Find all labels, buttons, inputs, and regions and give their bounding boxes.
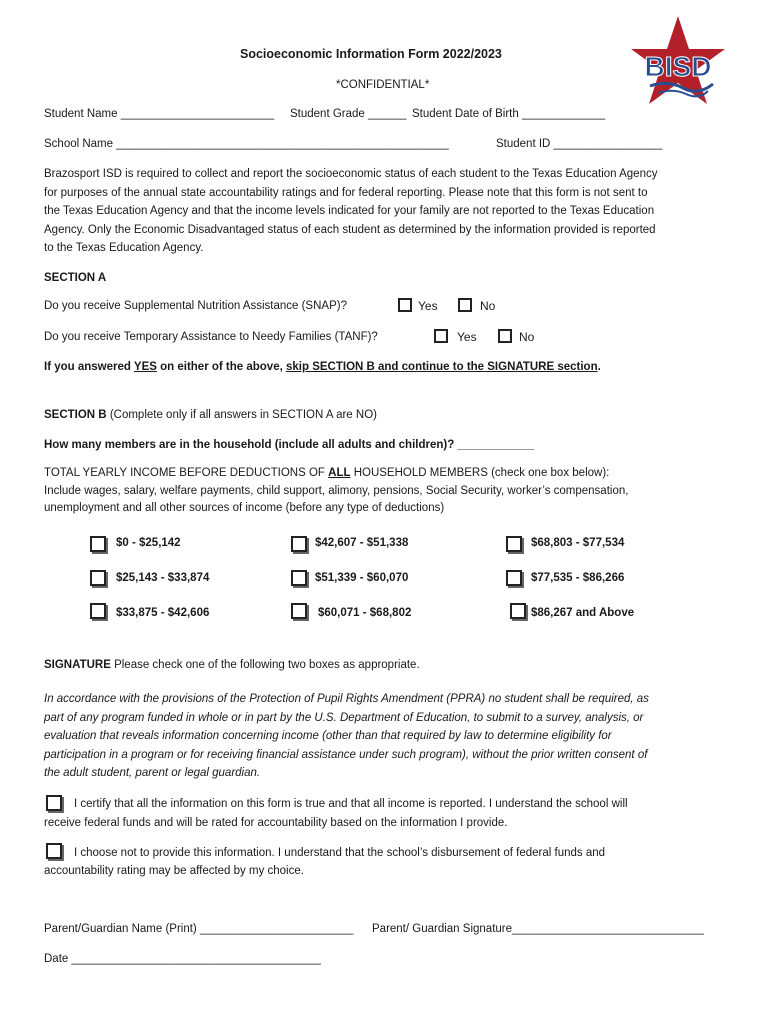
guardian-signature-field[interactable]: Parent/ Guardian Signature______________________________ — [372, 923, 704, 935]
certify-checkbox[interactable] — [46, 795, 62, 811]
income-checkbox[interactable] — [510, 603, 526, 619]
household-question[interactable]: How many members are in the household (include all adults and children)? ____________ — [44, 439, 535, 451]
student-dob-field[interactable]: Student Date of Birth _____________ — [412, 108, 606, 120]
intro-line: for purposes of the annual state accountability ratings and for federal reporting. Please note that this form is not sent to — [44, 186, 648, 199]
income-text: TOTAL YEARLY INCOME BEFORE DEDUCTIONS OF — [44, 467, 329, 479]
income-range-label: $42,607 - $51,338 — [315, 537, 409, 549]
income-range-label: $60,071 - $68,802 — [318, 607, 412, 619]
snap-question: Do you receive Supplemental Nutrition Assistance (SNAP)? — [44, 300, 347, 312]
instruction-yes: YES — [133, 361, 157, 373]
tanf-yes-label: Yes — [457, 330, 477, 344]
tanf-yes-checkbox[interactable] — [434, 329, 448, 343]
income-checkbox[interactable] — [291, 536, 307, 552]
section-a-heading: SECTION A — [44, 272, 107, 284]
instruction-skip: skip SECTION B and continue to the SIGNATURE section — [286, 361, 598, 373]
income-range-label: $68,803 - $77,534 — [531, 537, 625, 549]
income-checkbox[interactable] — [291, 570, 307, 586]
certify-statement: I certify that all the information on this form is true and that all income is reported. I understand the school will — [74, 798, 628, 810]
snap-yes-checkbox[interactable] — [398, 298, 412, 312]
income-range-label: $33,875 - $42,606 — [116, 607, 210, 619]
ppra-line: part of any program funded in whole or in part by the U.S. Department of Education, to submit to a survey, analysis, or — [44, 711, 644, 724]
ppra-line: evaluation that reveals information concerning income (other than that required by law to determine eligibility for — [44, 730, 612, 742]
student-name-field[interactable]: Student Name ________________________ — [44, 108, 275, 120]
income-all: ALL — [328, 467, 351, 479]
instruction-text: on either of the above, — [156, 361, 286, 373]
tanf-question: Do you receive Temporary Assistance to Needy Families (TANF)? — [44, 331, 378, 343]
certify-statement: receive federal funds and will be rated for accountability based on the information I provide. — [44, 817, 508, 829]
decline-statement: accountability rating may be affected by my choice. — [44, 865, 304, 877]
tanf-no-checkbox[interactable] — [498, 329, 512, 343]
student-id-field[interactable]: Student ID _________________ — [496, 138, 663, 150]
income-checkbox[interactable] — [90, 603, 106, 619]
school-name-field[interactable]: School Name ____________________________________________________ — [44, 138, 449, 150]
decline-checkbox[interactable] — [46, 843, 62, 859]
intro-line: Brazosport ISD is required to collect and report the socioeconomic status of each student to the Texas Education Agency — [44, 168, 658, 180]
ppra-line: participation in a program or for receiving financial assistance under such program), without the prior written consent of — [44, 748, 648, 761]
ppra-line: the adult student, parent or legal guardian. — [44, 767, 261, 779]
section-b-heading — [44, 409, 377, 421]
snap-no-checkbox[interactable] — [458, 298, 472, 312]
signature-title: SIGNATURE — [44, 659, 111, 671]
intro-paragraph — [44, 165, 657, 258]
signature-instruction: Please check one of the following two boxes as appropriate. — [110, 659, 420, 671]
ppra-line: In accordance with the provisions of the Protection of Pupil Rights Amendment (PPRA) no student shall be required, as — [44, 693, 649, 705]
tanf-no-label: No — [519, 330, 535, 344]
section-b-note: (Complete only if all answers in SECTION A are NO) — [106, 409, 377, 421]
income-checkbox[interactable] — [291, 603, 307, 619]
income-include-line: unemployment and all other sources of income (before any type of deductions) — [44, 502, 445, 514]
income-checkbox[interactable] — [506, 570, 522, 586]
decline-statement: I choose not to provide this information. I understand that the school’s disbursement of federal funds and — [74, 847, 606, 859]
intro-line: to the Texas Education Agency. — [44, 242, 204, 254]
income-range-label: $0 - $25,142 — [116, 537, 181, 549]
guardian-name-field[interactable]: Parent/Guardian Name (Print) ________________________ — [44, 923, 354, 935]
bisd-logo — [628, 14, 728, 109]
income-range-label: $77,535 - $86,266 — [531, 572, 625, 584]
income-heading — [44, 467, 609, 479]
form-title: Socioeconomic Information Form 2022/2023 — [240, 47, 502, 61]
snap-yes-label: Yes — [418, 299, 438, 313]
income-range-label: $86,267 and Above — [531, 607, 635, 619]
student-grade-field[interactable]: Student Grade ______ — [290, 108, 407, 120]
instruction-text: . — [597, 361, 601, 373]
instruction-text: If you answered — [44, 361, 134, 373]
ppra-paragraph — [44, 690, 649, 783]
snap-no-label: No — [480, 299, 496, 313]
confidential-label: *CONFIDENTIAL* — [336, 79, 430, 91]
signature-heading — [44, 659, 420, 671]
income-checkbox[interactable] — [506, 536, 522, 552]
income-range-label: $51,339 - $60,070 — [315, 572, 409, 584]
svg-text:BISD: BISD — [644, 51, 712, 82]
income-checkbox[interactable] — [90, 536, 106, 552]
income-text: HOUSEHOLD MEMBERS (check one box below): — [350, 467, 610, 479]
income-checkbox[interactable] — [90, 570, 106, 586]
date-field[interactable]: Date _______________________________________ — [44, 953, 321, 965]
section-a-instruction — [44, 361, 601, 373]
income-range-label: $25,143 - $33,874 — [116, 572, 210, 584]
section-b-title: SECTION B — [44, 409, 107, 421]
intro-line: the Texas Education Agency and that the income levels indicated for your family are not reported to the Texas Education — [44, 205, 655, 217]
income-include-line: Include wages, salary, welfare payments, child support, alimony, pensions, Social Security, worker’s compensation, — [44, 485, 629, 497]
intro-line: Agency. Only the Economic Disadvantaged status of each student as determined by the information provided is reported — [44, 223, 656, 236]
